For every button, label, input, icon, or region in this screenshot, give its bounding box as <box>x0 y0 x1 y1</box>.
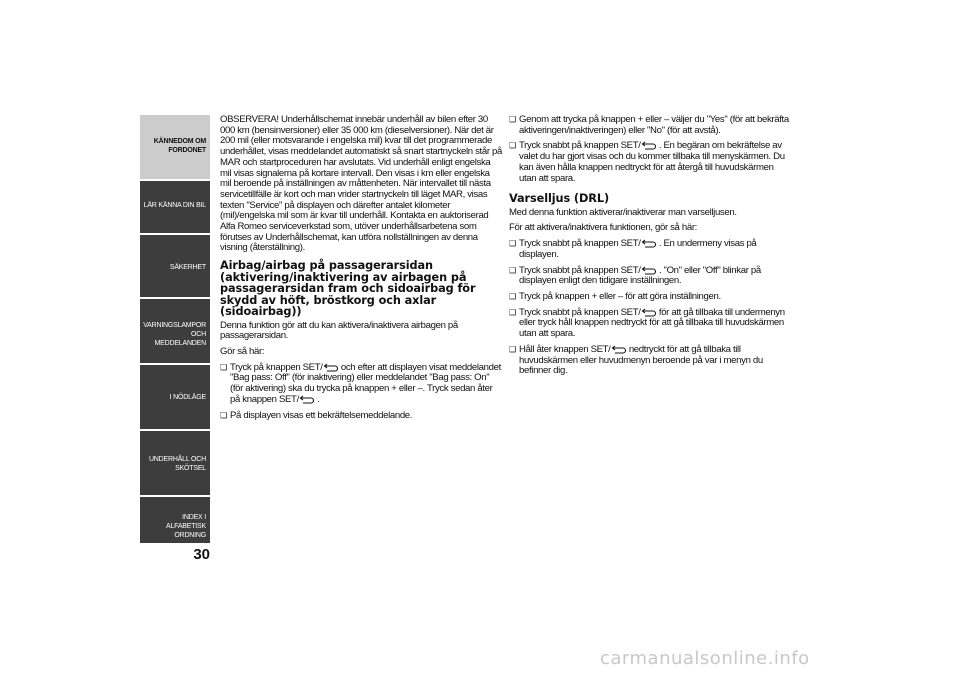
page-number: 30 <box>193 546 210 563</box>
drl-heading: Varselljus (DRL) <box>509 192 610 206</box>
list-item: ❑ Tryck snabbt på knappen SET/ för att gå tillbaka till undermenyn eller tryck håll knappen nedtryckt för att gå tillbaka till huvudskärmen utan att spara. <box>509 308 792 340</box>
list-item: ❑ Tryck snabbt på knappen SET/ . En begäran om bekräftelse av valet du har gjort visas och du kommer tillbaka till menyskärmen. Du kan även hålla knappen nedtryckt för att återgå till huvudskärmen utan att spara. <box>509 141 792 184</box>
right-column <box>509 115 792 377</box>
drl-description: Med denna funktion aktiverar/inaktiverar man varselljusen. <box>509 206 737 218</box>
return-arrow-icon <box>641 308 657 317</box>
tab-underhall-och-skotsel[interactable]: UNDERHÅLL OCH SKÖTSEL <box>140 431 210 495</box>
tab-sakerhet[interactable]: SÄKERHET <box>140 235 210 297</box>
tab-varningslampor[interactable]: VARNINGSLAMPOR OCH MEDDELANDEN <box>140 299 210 363</box>
list-item: ❑ Tryck snabbt på knappen SET/ . En undermeny visas på displayen. <box>509 239 792 260</box>
list-item: ❑ På displayen visas ett bekräftelsemeddelande. <box>220 411 503 422</box>
airbag-description: Denna funktion gör att du kan aktivera/inaktivera airbagen på passagerarsidan. <box>220 319 458 342</box>
tab-kannedom-om-fordonet[interactable]: KÄNNEDOM OM FORDONET <box>140 115 210 179</box>
return-arrow-icon <box>299 395 315 404</box>
tab-i-nodlage[interactable]: I NÖDLÄGE <box>140 365 210 429</box>
airbag-heading: Airbag/airbag på passagerarsidan (aktivering/inaktivering av airbagen på passagerarsidan fram och sidoairbag för skydd av höft, bröstkorg och axlar (sidoairbag)) <box>220 259 476 319</box>
drl-instructions-intro: För att aktivera/inaktivera funktionen, gör så här: <box>509 222 697 234</box>
list-item: ❑ Tryck på knappen SET/ och efter att displayen visat meddelandet "Bag pass: Off" (för inaktivering) eller meddelandet "Bag pass: On" (för aktivering) ska du trycka på knappen + eller –. Tryck sedan åter på knappen SET/ . <box>220 363 503 406</box>
return-arrow-icon <box>323 363 339 372</box>
list-item: ❑ Håll åter knappen SET/ nedtryckt för att gå tillbaka till huvudskärmen eller huvudmenyn beroende på var i menyn du befinner dig. <box>509 345 792 377</box>
return-arrow-icon <box>611 345 627 354</box>
return-arrow-icon <box>641 239 657 248</box>
tab-lar-kanna-din-bil[interactable]: LÄR KÄNNA DIN BIL <box>140 181 210 233</box>
tab-index[interactable]: INDEX I ALFABETISK ORDNING <box>140 497 210 543</box>
return-arrow-icon <box>641 266 657 275</box>
list-item: ❑ Tryck på knappen + eller – för att göra inställningen. <box>509 292 792 303</box>
list-item: ❑ Tryck snabbt på knappen SET/ . "On" eller "Off" blinkar på displayen enligt den tidigare inställningen. <box>509 266 792 287</box>
return-arrow-icon <box>641 141 657 150</box>
airbag-instructions-intro: Gör så här: <box>220 346 265 358</box>
watermark: carmanualsonline.info <box>600 648 810 669</box>
left-column <box>220 115 503 421</box>
list-item: ❑ Genom att trycka på knappen + eller – väljer du "Yes" (för att bekräfta aktiveringen/inaktiveringen) eller "No" (för att avstå). <box>509 115 792 136</box>
intro-paragraph: OBSERVERA! Underhållschemat innebär underhåll av bilen efter 30 000 km (bensinversioner) eller 35 000 km (dieselversioner). När det är 200 mil (eller motsvarande i engelska mil) kvar till det programmerade underhållet, visas meddelandet automatiskt så snart startnyckeln står på MAR och startproceduren har avslutats. Vid underhåll enligt engelska mil visas signalerna på kortare intervall. Den visas i km eller engelska mil beroende på inställningen av måttenheten. När intervallet till nästa servicetillfälle är kort och man vrider startnyckeln till läget MAR, visas texten "Service" på displayen och därefter antalet kilometer (mil)/engelska mil som är kvar till underhåll. Kontakta en auktoriserad Alfa Romeo serviceverkstad som, utöver underhållsarbetena som förutses av Underhållschemat, kan utföra nollställningen av denna visning (återställning). <box>220 114 502 254</box>
